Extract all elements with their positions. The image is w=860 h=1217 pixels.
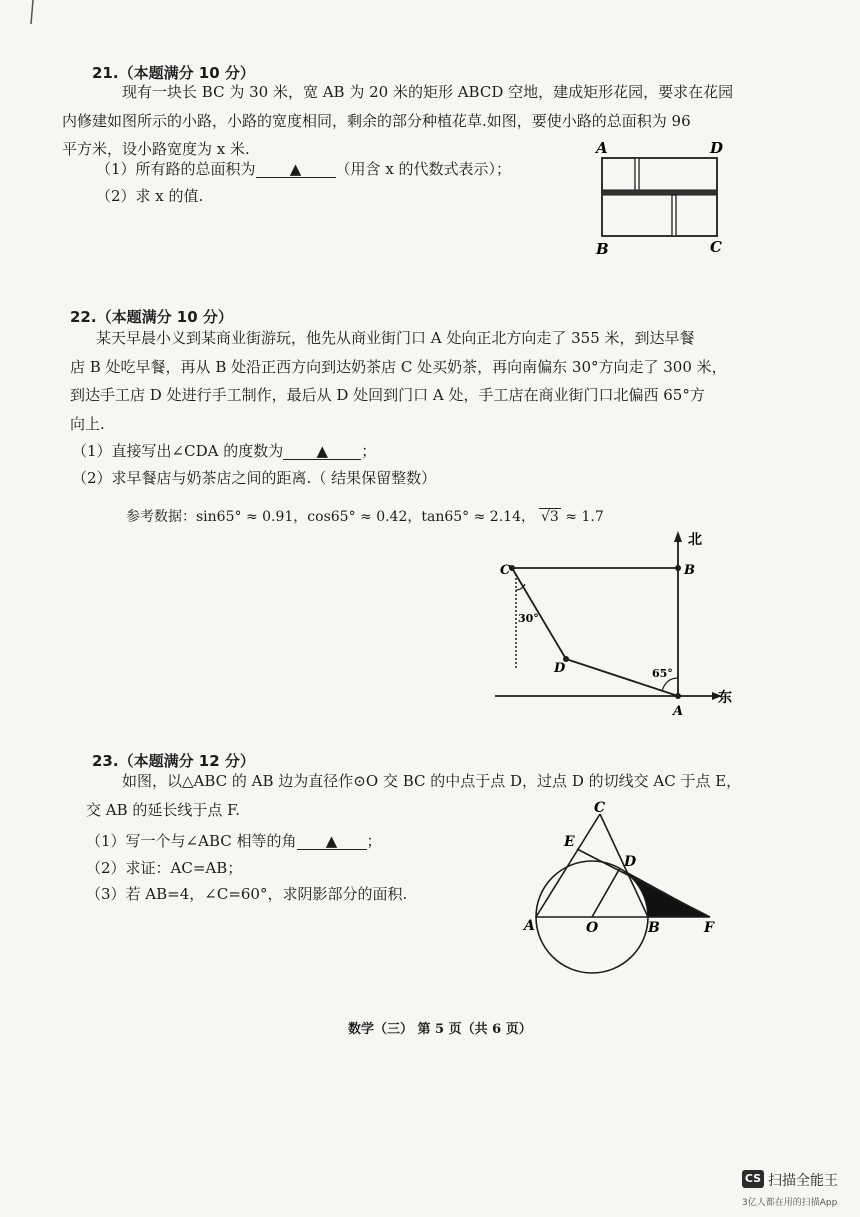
label-angle-65: 65° (652, 667, 673, 680)
q21-stem-line-1: 现有一块长 BC 为 30 米，宽 AB 为 20 米的矩形 ABCD 空地，建成矩形花园，要求在花园 (122, 83, 734, 101)
label-d: D (710, 139, 724, 157)
q23-stem-line-2: 交 AB 的延长线于点 F. (86, 800, 240, 819)
label-d: D (554, 661, 566, 676)
q22-stem-line-4: 向上. (70, 414, 105, 433)
q23-sub1-end: ； (366, 832, 382, 850)
answer-blank[interactable]: ▲ (297, 833, 367, 850)
label-c: C (594, 800, 606, 816)
q23-sub2: （2）求证：AC=AB； (86, 859, 243, 877)
q22-stem-line-3: 到达手工店 D 处进行手工制作，最后从 D 处回到门口 A 处，手工店在商业街门口北偏西 65°方 (70, 386, 705, 404)
segment-od (592, 868, 620, 917)
q22-sub2: （2）求早餐店与奶茶店之间的距离.（ 结果保留整数） (72, 469, 437, 487)
label-b: B (596, 240, 609, 258)
label-angle-30: 30° (518, 612, 539, 625)
q21-sub1 (96, 158, 511, 179)
q21-heading: 21.（本题满分 10 分） (92, 64, 255, 82)
q23-figure (520, 800, 730, 980)
q23-heading: 23.（本题满分 12 分） (92, 752, 255, 770)
label-c: C (500, 563, 511, 578)
camscanner-logo-icon: CS (742, 1170, 764, 1188)
q21-sub2: （2）求 x 的值. (96, 187, 204, 205)
q23-stem-line-1: 如图，以△ABC 的 AB 边为直径作⊙O 交 BC 的中点于点 D，过点 D 的切线交 AC 于点 E， (122, 772, 742, 790)
label-c: C (710, 238, 722, 256)
label-o: O (586, 920, 599, 936)
q22-sub1 (72, 440, 376, 461)
q21-stem-line-2: 内修建如图所示的小路，小路的宽度相同，剩余的部分种植花草.如图，要使小路的总面积为 96 (62, 111, 691, 130)
path-vertical-bottom (672, 195, 676, 236)
q23-sub3: （3）若 AB=4，∠C=60°，求阴影部分的面积. (86, 885, 408, 903)
label-east: 东 (718, 690, 732, 706)
q22-heading: 22.（本题满分 10 分） (70, 308, 233, 326)
q21-sub1-text: （1）所有路的总面积为 (96, 160, 256, 178)
q22-sub1-end: ； (361, 442, 377, 460)
ref-trig-values: 参考数据：sin65° ≈ 0.91，cos65° ≈ 0.42，tan65° ≈ 2.14， (126, 509, 535, 525)
label-d: D (624, 854, 637, 870)
q23-sub1 (86, 830, 382, 851)
path-horizontal (602, 190, 717, 195)
label-a: A (596, 139, 608, 157)
segment-ac (536, 814, 600, 917)
north-arrow-icon (674, 531, 682, 542)
page-footer: 数学（三） 第 5 页（共 6 页） (348, 1022, 532, 1037)
q23-sub1-text: （1）写一个与∠ABC 相等的角 (86, 832, 297, 850)
label-a: A (524, 918, 535, 934)
q21-sub1-hint: （用含 x 的代数式表示）； (335, 160, 512, 178)
label-e: E (564, 834, 575, 850)
ref-sqrt-radicand: 3 (549, 509, 559, 525)
q21-figure (590, 138, 730, 258)
path-vertical-top (635, 158, 639, 193)
q22-sub1-text: （1）直接写出∠CDA 的度数为 (72, 442, 284, 460)
q22-reference-data (126, 506, 604, 526)
label-north: 北 (688, 532, 702, 548)
q22-stem-line-2: 店 B 处吃早餐，再从 B 处沿正西方向到达奶茶店 C 处买奶茶，再向南偏东 30°方向走了 300 米， (70, 357, 727, 376)
q22-stem-line-1: 某天早晨小义到某商业街游玩，他先从商业街门口 A 处向正北方向走了 355 米，到达早餐 (96, 329, 695, 347)
answer-blank[interactable]: ▲ (256, 161, 336, 178)
garden-rectangle (602, 158, 717, 236)
scanner-app-name: 扫描全能王 (768, 1173, 838, 1189)
q22-stem (70, 324, 770, 438)
q22-figure (490, 528, 750, 718)
q21-stem-line-3: 平方米，设小路宽度为 x 米. (62, 140, 250, 158)
answer-blank[interactable]: ▲ (283, 443, 361, 460)
point-a (675, 693, 681, 699)
label-b: B (684, 563, 695, 578)
scan-edge-shadow (0, 0, 40, 30)
ref-sqrt: √3 (540, 509, 559, 525)
scanner-slogan: 3亿人都在用的扫描App (742, 1198, 838, 1208)
point-b (675, 565, 681, 571)
label-b: B (648, 920, 660, 936)
label-f: F (704, 920, 714, 936)
label-a: A (673, 704, 684, 718)
ref-sqrt-value: ≈ 1.7 (565, 509, 604, 525)
